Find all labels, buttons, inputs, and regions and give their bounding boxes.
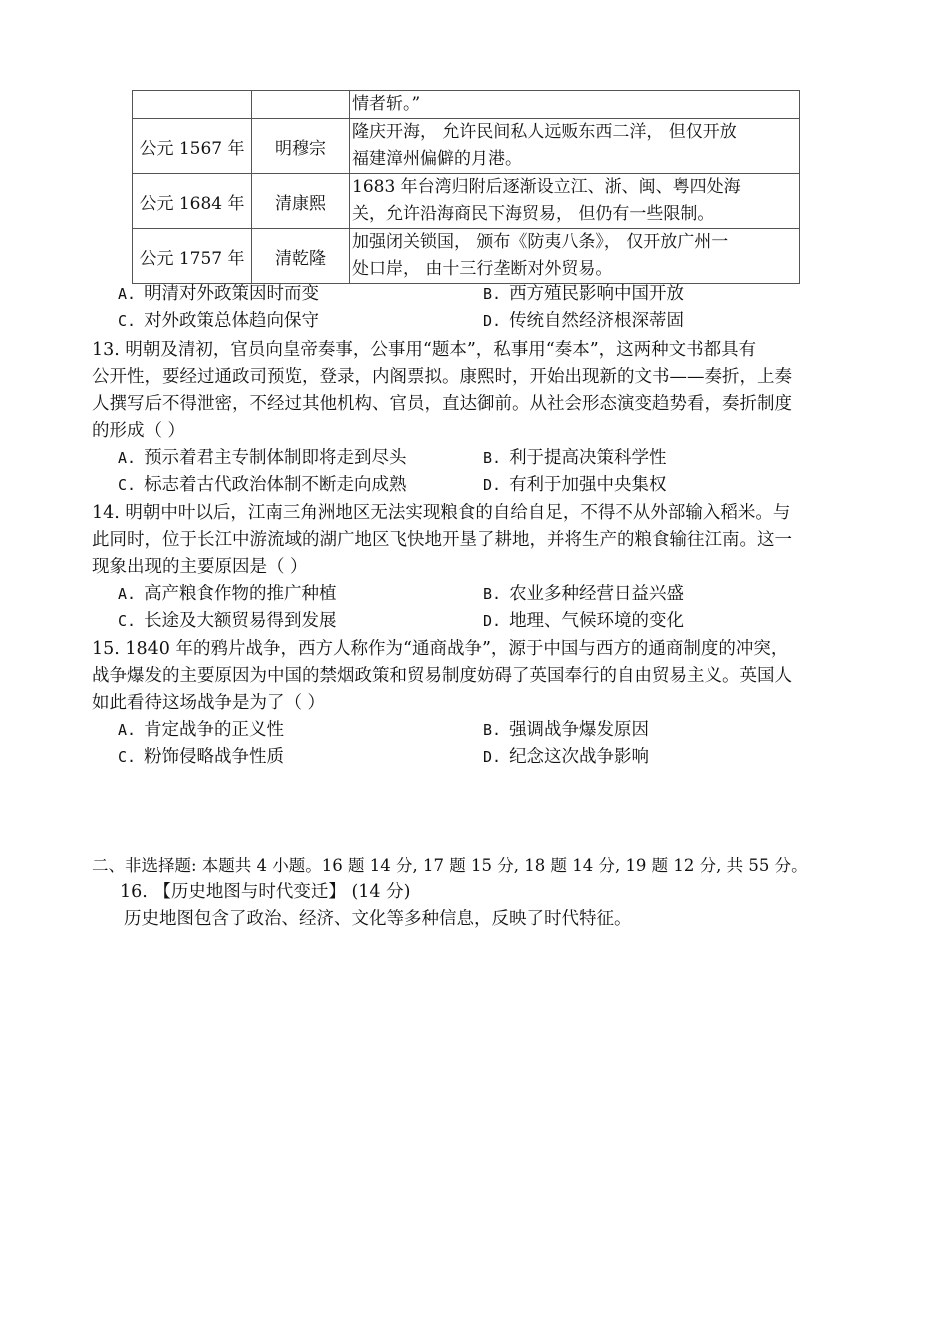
- option-c: [118, 608, 337, 635]
- emperor-cell: 清康熙: [252, 174, 350, 229]
- content-line: 处口岸， 由十三行垄断对外贸易。: [352, 259, 613, 279]
- question-13-line: 13. 明朝及清初，官员向皇帝奏事，公事用“题本”，私事用“奏本”，这两种文书都具有: [92, 340, 757, 360]
- option-b: [483, 717, 649, 744]
- option-d: [483, 744, 649, 771]
- trade-policy-table: [132, 90, 800, 284]
- content-line: 1683 年台湾归附后逐渐设立江、浙、闽、粤四处海: [352, 177, 741, 197]
- year-cell: [133, 91, 252, 119]
- option-a: [118, 281, 319, 308]
- option-letter: D.: [483, 748, 502, 766]
- question-13-line: 的形成（ ）: [92, 421, 186, 441]
- option-text: 粉饰侵略战争性质: [144, 747, 285, 767]
- emperor-cell: 清乾隆: [252, 229, 350, 284]
- option-text: 肯定战争的正义性: [144, 720, 285, 740]
- emperor-cell: 明穆宗: [252, 119, 350, 174]
- option-text: 农业多种经营日益兴盛: [509, 584, 685, 604]
- option-text: 标志着古代政治体制不断走向成熟: [144, 475, 407, 495]
- option-a: [118, 581, 337, 608]
- emperor-cell: [252, 91, 350, 119]
- option-letter: B.: [483, 585, 502, 603]
- option-a: [118, 717, 284, 744]
- option-d: [483, 308, 684, 335]
- option-text: 明清对外政策因时而变: [144, 284, 320, 304]
- year-cell: 公元 1684 年: [133, 174, 252, 229]
- option-letter: C.: [118, 476, 137, 494]
- question-13-line: 人撰写后不得泄密，不经过其他机构、官员，直达御前。从社会形态演变趋势看，奏折制度: [92, 394, 792, 414]
- table-row: [133, 229, 800, 284]
- option-letter: D.: [483, 312, 502, 330]
- option-text: 对外政策总体趋向保守: [144, 311, 320, 331]
- year-cell: 公元 1757 年: [133, 229, 252, 284]
- option-d: [483, 472, 667, 499]
- option-b: [483, 281, 684, 308]
- content-line: 关，允许沿海商民下海贸易， 但仍有一些限制。: [352, 204, 715, 224]
- content-cell: [350, 174, 800, 229]
- option-letter: B.: [483, 449, 502, 467]
- option-c: [118, 744, 284, 771]
- question-15-line: 如此看待这场战争是为了（ ）: [92, 693, 326, 713]
- option-text: 高产粮食作物的推广种植: [144, 584, 337, 604]
- content-cell: [350, 119, 800, 174]
- option-text: 地理、气候环境的变化: [509, 611, 685, 631]
- option-letter: C.: [118, 748, 137, 766]
- option-letter: A.: [118, 285, 137, 303]
- question-15-line: 战争爆发的主要原因为中国的禁烟政策和贸易制度妨碍了英国奉行的自由贸易主义。英国人: [92, 666, 792, 686]
- option-text: 西方殖民影响中国开放: [509, 284, 685, 304]
- option-letter: D.: [483, 476, 502, 494]
- question-14-line: 此同时，位于长江中游流域的湖广地区飞快地开垦了耕地，并将生产的粮食输往江南。这一: [92, 530, 792, 550]
- table-row: [133, 119, 800, 174]
- option-text: 长途及大额贸易得到发展: [144, 611, 337, 631]
- question-14-line: 14. 明朝中叶以后，江南三角洲地区无法实现粮食的自给自足，不得不从外部输入稻米。与: [92, 503, 791, 523]
- content-line: 隆庆开海， 允许民间私人远贩东西二洋， 但仅开放: [352, 122, 737, 142]
- question-16-title: 16. 【历史地图与时代变迁】 (14 分): [120, 882, 411, 902]
- option-d: [483, 608, 684, 635]
- year-cell: 公元 1567 年: [133, 119, 252, 174]
- content-cell: [350, 229, 800, 284]
- content-line: 福建漳州偏僻的月港。: [352, 149, 522, 169]
- content-line: 情者斩。”: [352, 94, 421, 114]
- option-b: [483, 581, 684, 608]
- option-letter: A.: [118, 721, 137, 739]
- option-a: [118, 445, 407, 472]
- option-b: [483, 445, 667, 472]
- table-row: [133, 174, 800, 229]
- option-letter: C.: [118, 312, 137, 330]
- question-13-line: 公开性，要经过通政司预览，登录，内阁票拟。康熙时，开始出现新的文书——奏折，上奏: [92, 367, 792, 387]
- option-text: 传统自然经济根深蒂固: [509, 311, 685, 331]
- option-letter: B.: [483, 285, 502, 303]
- option-c: [118, 308, 319, 335]
- option-letter: A.: [118, 585, 137, 603]
- option-letter: A.: [118, 449, 137, 467]
- option-letter: C.: [118, 612, 137, 630]
- question-14-line: 现象出现的主要原因是（ ）: [92, 557, 308, 577]
- option-text: 强调战争爆发原因: [509, 720, 650, 740]
- content-cell: [350, 91, 800, 119]
- section-2-heading: 二、非选择题: 本题共 4 小题。16 题 14 分, 17 题 15 分, 18 题 14 分, 19 题 12 分, 共 55 分。: [92, 856, 808, 875]
- table-row: [133, 91, 800, 119]
- question-16-intro: 历史地图包含了政治、经济、文化等多种信息，反映了时代特征。: [124, 909, 632, 929]
- option-letter: D.: [483, 612, 502, 630]
- content-line: 加强闭关锁国， 颁布《防夷八条》， 仅开放广州一: [352, 232, 729, 252]
- option-c: [118, 472, 407, 499]
- option-text: 有利于加强中央集权: [509, 475, 667, 495]
- question-15-line: 15. 1840 年的鸦片战争，西方人称作为“通商战争”，源于中国与西方的通商制度的冲突，: [92, 639, 789, 659]
- option-text: 预示着君主专制体制即将走到尽头: [144, 448, 407, 468]
- option-letter: B.: [483, 721, 502, 739]
- option-text: 利于提高决策科学性: [509, 448, 667, 468]
- option-text: 纪念这次战争影响: [509, 747, 650, 767]
